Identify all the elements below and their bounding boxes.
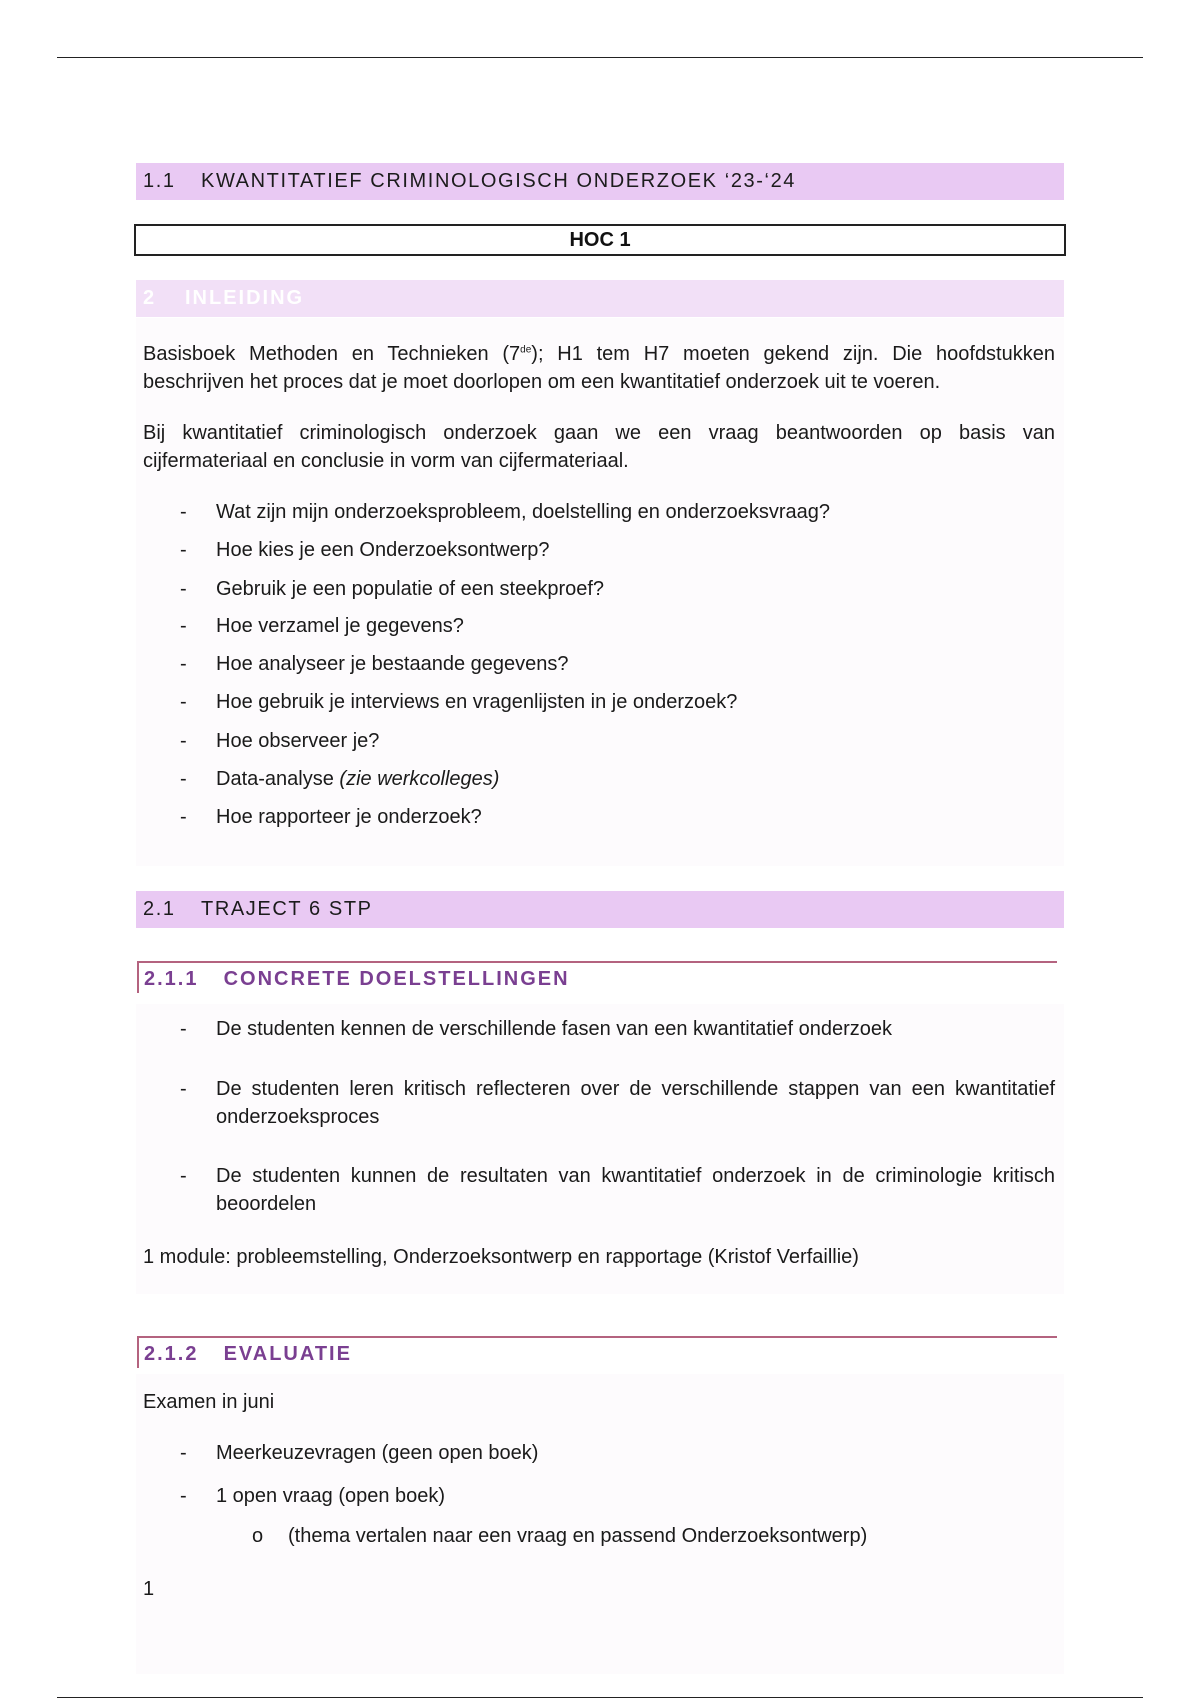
list-item <box>180 1482 1055 1510</box>
bullet-dash: - <box>180 1078 187 1100</box>
bullet-dash: - <box>180 653 187 675</box>
bullet-dash: - <box>180 501 187 523</box>
bullet-dash: - <box>180 615 187 637</box>
intro-paragraph-1 <box>143 340 1055 396</box>
list-item-text: De studenten kennen de verschillende fasen van een kwantitatief onderzoek <box>216 1018 893 1040</box>
list-item <box>180 1439 1055 1467</box>
heading-number: 2.1.1 <box>144 968 199 990</box>
list-item-text <box>216 765 1055 793</box>
heading-title: CONCRETE DOELSTELLINGEN <box>223 968 570 990</box>
list-item <box>180 612 1055 640</box>
list-item-main: Data-analyse <box>216 768 340 790</box>
list-item-text: Meerkeuzevragen (geen open boek) <box>216 1442 539 1464</box>
heading-number: 2.1 <box>143 898 176 920</box>
list-item <box>180 688 1055 716</box>
list-item <box>180 1162 1055 1218</box>
bullet-dash: - <box>180 730 187 752</box>
bullet-dash: - <box>180 1442 187 1464</box>
bullet-dash: - <box>180 1485 187 1507</box>
bullet-dash: - <box>180 1165 187 1187</box>
intro-paragraph-2: Bij kwantitatief criminologisch onderzoek gaan we een vraag beantwoorden op basis van cijfermateriaal en conclusie in vorm van cijfermateriaal. <box>143 422 1055 472</box>
list-item <box>180 727 1055 755</box>
bullet-dash: - <box>180 691 187 713</box>
list-item-text: Hoe gebruik je interviews en vragenlijsten in je onderzoek? <box>216 691 738 713</box>
list-item <box>180 1015 1055 1043</box>
list-item <box>180 1075 1055 1131</box>
module-paragraph: 1 module: probleemstelling, Onderzoeksontwerp en rapportage (Kristof Verfaillie) <box>143 1246 859 1268</box>
heading-title: INLEIDING <box>185 287 305 309</box>
heading-number: 1.1 <box>143 170 176 192</box>
footer-rule <box>57 1697 1143 1698</box>
bullet-dash: - <box>180 578 187 600</box>
heading-2 <box>136 280 1064 317</box>
bullet-dash: - <box>180 539 187 561</box>
list-item-text: De studenten kunnen de resultaten van kwantitatief onderzoek in de criminologie kritisch beoordelen <box>216 1165 1055 1215</box>
evaluation-intro: Examen in juni <box>143 1391 275 1413</box>
bullet-dash: - <box>180 806 187 828</box>
heading-1-1 <box>136 163 1064 200</box>
list-item-text: Wat zijn mijn onderzoeksprobleem, doelstelling en onderzoeksvraag? <box>216 501 831 523</box>
superscript: de <box>520 344 532 356</box>
list-item-text: Gebruik je een populatie of een steekproef? <box>216 578 605 600</box>
heading-2-1-2 <box>137 1336 1057 1368</box>
list-item-italic-note: (zie werkcolleges) <box>339 768 500 790</box>
list-item-text: De studenten leren kritisch reflecteren over de verschillende stappen van een kwantitatief onderzoeksproces <box>216 1078 1055 1128</box>
heading-number: 2.1.2 <box>144 1343 199 1365</box>
heading-2-1 <box>136 891 1064 928</box>
heading-2-1-1 <box>137 961 1057 993</box>
list-item <box>180 765 1055 793</box>
list-item <box>180 536 1055 564</box>
intro-text: ); H1 tem H7 moeten gekend zijn. Die hoofdstukken beschrijven het proces dat je moet doorlopen om een kwantitatief onderzoek uit te voeren. <box>143 343 1055 393</box>
hoc-title: HOC 1 <box>134 224 1066 256</box>
page-number: 1 <box>143 1578 155 1600</box>
heading-title: TRAJECT 6 STP <box>201 898 373 920</box>
list-item-text: Hoe verzamel je gegevens? <box>216 615 464 637</box>
list-item-text: Hoe observeer je? <box>216 730 380 752</box>
bullet-dash: - <box>180 768 187 790</box>
list-item <box>180 803 1055 831</box>
list-item <box>180 650 1055 678</box>
list-item-text: Hoe rapporteer je onderzoek? <box>216 806 482 828</box>
list-item-text: Hoe kies je een Onderzoeksontwerp? <box>216 539 550 561</box>
heading-title: KWANTITATIEF CRIMINOLOGISCH ONDERZOEK ‘23-‘24 <box>201 170 797 192</box>
intro-text: Basisboek Methoden en Technieken (7 <box>143 343 521 365</box>
list-item-text: Hoe analyseer je bestaande gegevens? <box>216 653 569 675</box>
heading-title: EVALUATIE <box>223 1343 352 1365</box>
list-item <box>180 498 1055 526</box>
list-item-text: 1 open vraag (open boek) <box>216 1485 446 1507</box>
sub-bullet-marker: o <box>252 1525 264 1547</box>
header-rule <box>57 57 1143 58</box>
heading-number: 2 <box>143 287 157 309</box>
bullet-dash: - <box>180 1018 187 1040</box>
sub-list-item <box>252 1522 1055 1550</box>
list-item <box>180 575 1055 603</box>
sub-list-item-text: (thema vertalen naar een vraag en passend Onderzoeksontwerp) <box>288 1525 868 1547</box>
